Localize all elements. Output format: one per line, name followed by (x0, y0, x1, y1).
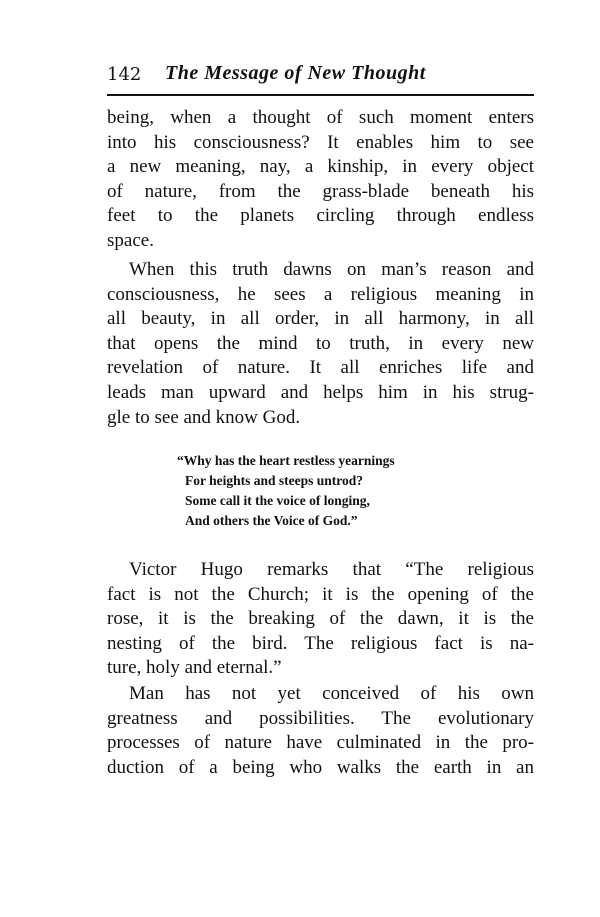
poem-line: Some call it the voice of longing, (185, 493, 370, 508)
page-number: 142 (107, 64, 142, 85)
text-line: all beauty, in all order, in all harmony, in all (107, 308, 534, 330)
text-line: of nature, from the grass-blade beneath his (107, 180, 534, 202)
text-line: processes of nature have culminated in the pro- (107, 732, 534, 754)
header-rule (107, 94, 534, 96)
running-header (107, 62, 534, 92)
text-line: consciousness, he sees a religious meaning in (107, 283, 534, 305)
text-line: feet to the planets circling through endless (107, 205, 534, 227)
text-line: duction of a being who walks the earth in an (107, 756, 534, 778)
text-line: a new meaning, nay, a kinship, in every object (107, 156, 534, 178)
text-line: fact is not the Church; it is the opening of the (107, 583, 534, 605)
text-line: ture, holy and eternal.” (107, 657, 282, 679)
text-line: revelation of nature. It all enriches life and (107, 357, 534, 379)
text-line: nesting of the bird. The religious fact is na- (107, 632, 534, 654)
poem-line: “Why has the heart restless yearnings (177, 453, 395, 468)
text-line: rose, it is the breaking of the dawn, it is the (107, 608, 534, 630)
text-line: Man has not yet conceived of his own (129, 683, 534, 704)
text-line: leads man upward and helps him in his strug- (107, 382, 534, 403)
text-line: space. (107, 230, 154, 251)
text-line: that opens the mind to truth, in every new (107, 332, 534, 354)
text-line: into his consciousness? It enables him to see (107, 131, 534, 153)
text-line: being, when a thought of such moment enters (107, 107, 534, 128)
text-line: When this truth dawns on man’s reason and (129, 259, 534, 280)
text-line: Victor Hugo remarks that “The religious (129, 559, 534, 580)
poem-line: And others the Voice of God.” (185, 513, 358, 528)
text-line: gle to see and know God. (107, 406, 301, 428)
running-title: The Message of New Thought (165, 62, 426, 84)
text-line: greatness and possibilities. The evolutionary (107, 707, 534, 729)
poem-line: For heights and steeps untrod? (185, 473, 364, 488)
